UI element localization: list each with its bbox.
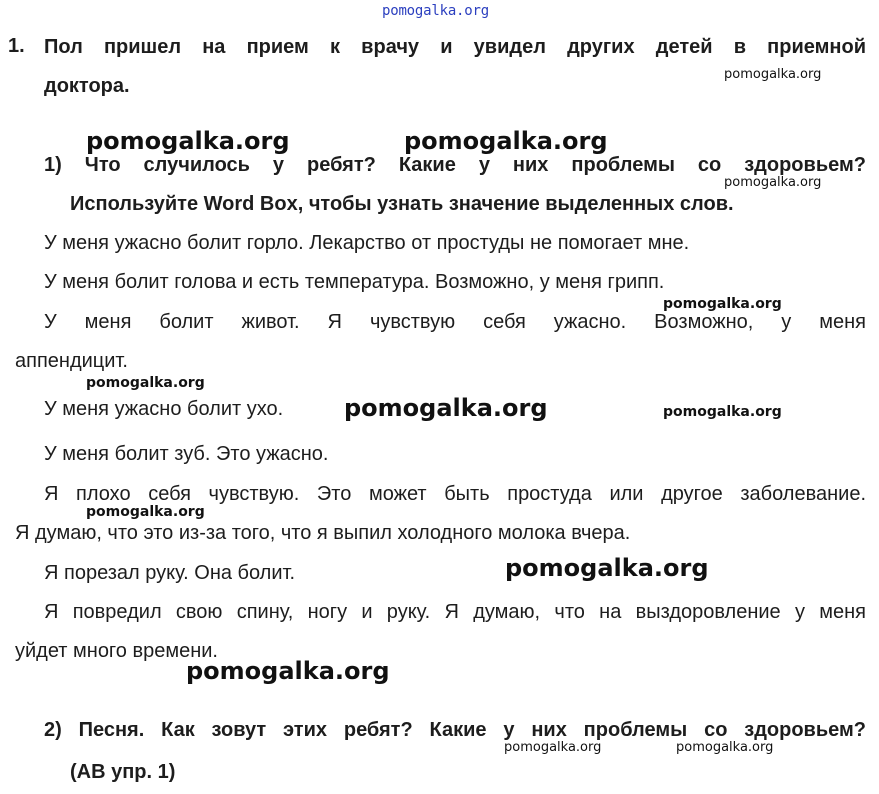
watermark: pomogalka.org	[86, 504, 205, 520]
answer-line: У меня болит голова и есть температура. Возможно, у меня грипп.	[44, 271, 665, 293]
task-title-line2: доктора.	[44, 75, 130, 97]
watermark: pomogalka.org	[663, 404, 782, 420]
watermark: pomogalka.org	[724, 67, 822, 82]
watermark: pomogalka.org	[86, 127, 290, 155]
watermark: pomogalka.org	[505, 554, 709, 582]
watermark: pomogalka.org	[404, 127, 608, 155]
answer-line: Я повредил свою спину, ногу и руку. Я думаю, что на выздоровление у меня	[44, 601, 866, 623]
answer-line: У меня болит живот. Я чувствую себя ужасно. Возможно, у меня	[44, 311, 866, 333]
answer-line: Я плохо себя чувствую. Это может быть простуда или другое заболевание.	[44, 483, 866, 505]
answer-line: У меня болит зуб. Это ужасно.	[44, 443, 329, 465]
watermark: pomogalka.org	[504, 740, 602, 755]
section1-question-line2: Используйте Word Box, чтобы узнать значение выделенных слов.	[70, 193, 734, 215]
answer-line: уйдет много времени.	[15, 640, 218, 662]
watermark: pomogalka.org	[186, 657, 390, 685]
watermark: pomogalka.org	[344, 394, 548, 422]
answer-line: Я думаю, что это из-за того, что я выпил холодного молока вчера.	[15, 522, 631, 544]
section2-question-line2: (АВ упр. 1)	[70, 761, 176, 783]
answer-line: У меня ужасно болит горло. Лекарство от простуды не помогает мне.	[44, 232, 690, 254]
watermark: pomogalka.org	[86, 375, 205, 391]
section1-question-line1: 1) Что случилось у ребят? Какие у них проблемы со здоровьем?	[44, 154, 866, 176]
watermark: pomogalka.org	[663, 296, 782, 312]
answer-line: Я порезал руку. Она болит.	[44, 562, 296, 584]
task-number: 1.	[8, 35, 25, 57]
watermark: pomogalka.org	[676, 740, 774, 755]
watermark-top: pomogalka.org	[382, 3, 489, 19]
watermark: pomogalka.org	[724, 175, 822, 190]
task-title-line1: Пол пришел на прием к врачу и увидел других детей в приемной	[44, 36, 866, 58]
answer-line: У меня ужасно болит ухо.	[44, 398, 284, 420]
answer-line: аппендицит.	[15, 350, 128, 372]
section2-question-line1: 2) Песня. Как зовут этих ребят? Какие у них проблемы со здоровьем?	[44, 719, 866, 741]
